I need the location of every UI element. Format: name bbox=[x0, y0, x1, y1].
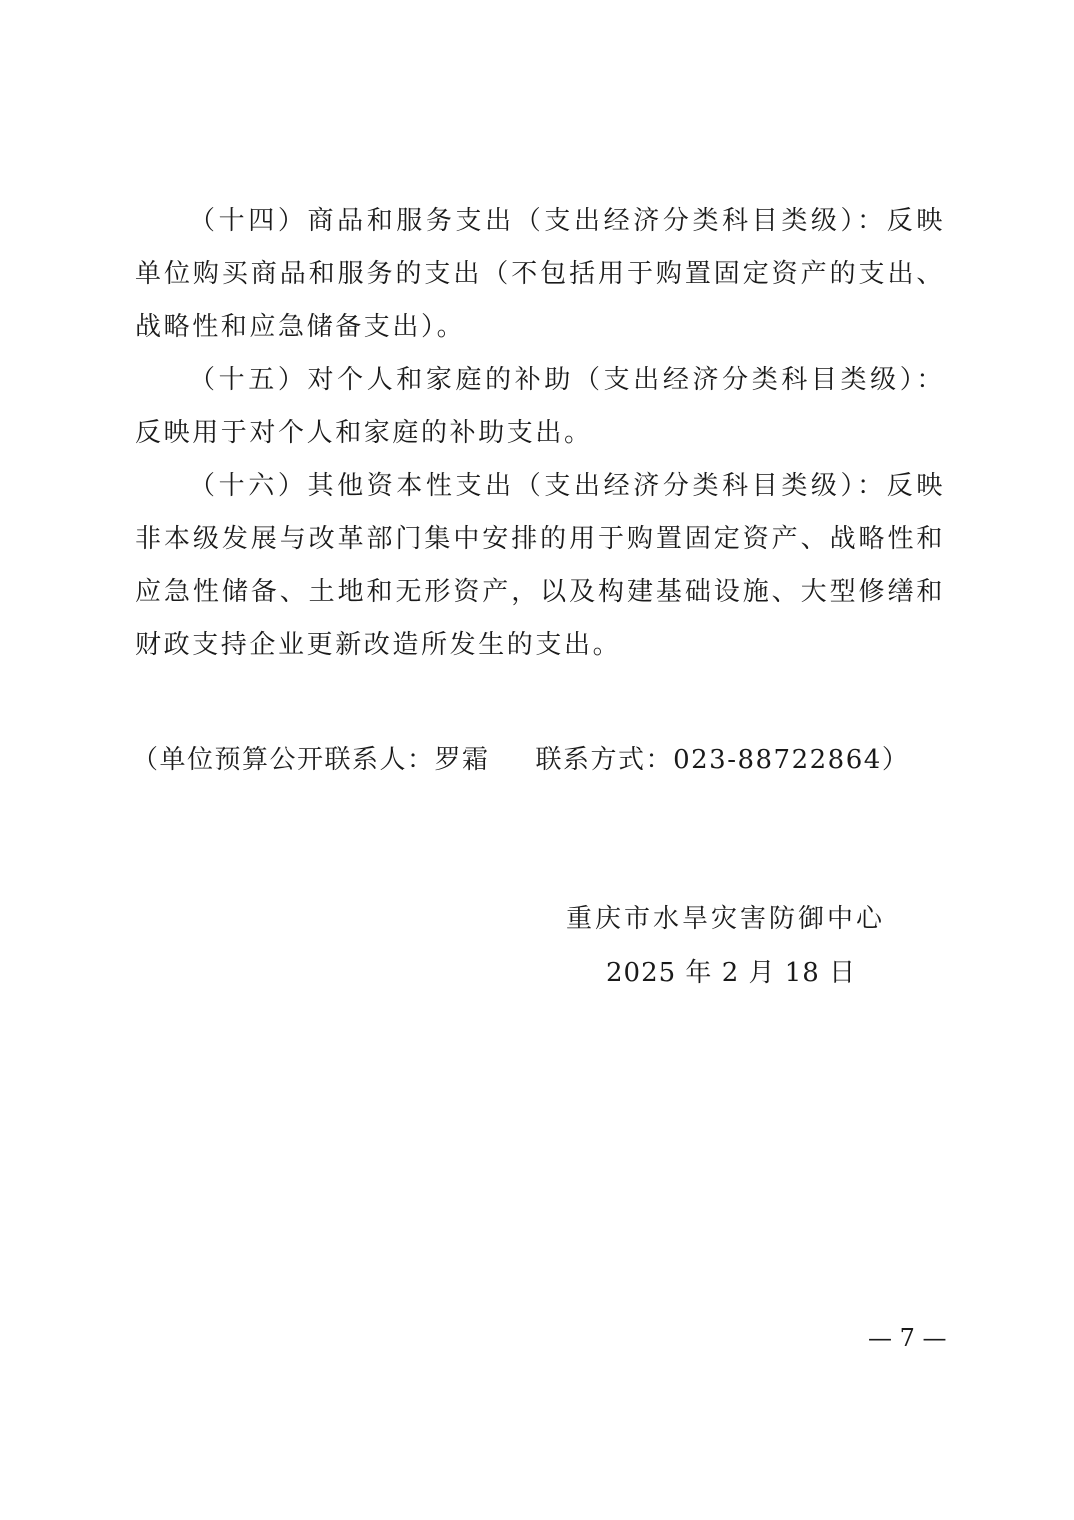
paragraph-other-capital bbox=[135, 460, 945, 672]
paragraph-heading: （十五）对个人和家庭的补助（支出经济分类科目类级）： bbox=[189, 365, 945, 395]
paragraph-goods-services bbox=[135, 195, 945, 354]
paragraph-body: 反映非本级发展与改革部门集中安排的用于购置固定资产、战略性和应急性储备、土地和无形资产，以及构建基础设施、大型修缮和财政支持企业更新改造所发生的支出。 bbox=[135, 471, 945, 660]
paragraph-body: 反映用于对个人和家庭的补助支出。 bbox=[135, 418, 593, 448]
page-number: — 7 — bbox=[868, 1324, 947, 1352]
paragraph-household-subsidy bbox=[135, 354, 945, 460]
paragraph-body: 反映单位购买商品和服务的支出（不包括用于购置固定资产的支出、战略性和应急储备支出）。 bbox=[135, 206, 945, 342]
contact-phone-label: 联系方式： bbox=[535, 745, 674, 775]
contact-person-label: 单位预算公开联系人： bbox=[159, 745, 435, 775]
signature-date: 2025 年 2 月 18 日 bbox=[606, 958, 857, 988]
contact-open-paren: （ bbox=[132, 745, 160, 775]
paragraph-heading: （十六）其他资本性支出（支出经济分类科目类级）： bbox=[189, 471, 887, 501]
contact-close-paren: ） bbox=[881, 745, 910, 775]
signature-organization: 重庆市水旱灾害防御中心 bbox=[566, 904, 886, 934]
contact-person-name: 罗霜 bbox=[434, 745, 490, 775]
contact-phone: 023-88722864 bbox=[673, 745, 882, 775]
paragraph-heading: （十四）商品和服务支出（支出经济分类科目类级）： bbox=[189, 206, 887, 236]
contact-line bbox=[132, 737, 909, 783]
